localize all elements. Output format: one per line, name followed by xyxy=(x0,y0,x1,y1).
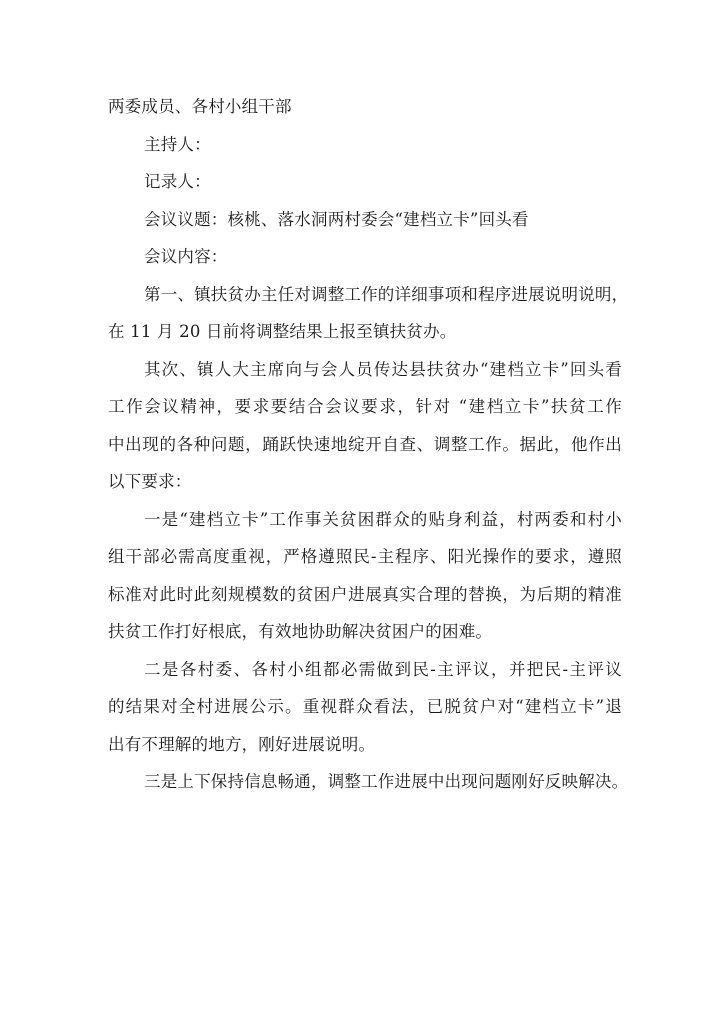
paragraph-fourth xyxy=(108,651,622,764)
paragraph-line: 的结果对全村进展公示。重视群众看法，已脱贫户对“建档立卡”退 xyxy=(108,697,622,716)
recorder-label: 记录人： xyxy=(144,172,211,191)
meeting-content-label: 会议内容： xyxy=(144,247,228,266)
paragraph-line: 第一、镇扶贫办主任对调整工作的详细事项和程序进展说明说明， xyxy=(144,284,629,304)
host-label: 主持人： xyxy=(144,134,211,154)
paragraph-line: 在 11 月 20 日前将调整结果上报至镇扶贫办。 xyxy=(108,322,457,341)
paragraph-line: 组干部必需高度重视，严格遵照民-主程序、阳光操作的要求，遵照 xyxy=(108,547,622,566)
paragraph-line: 工作会议精神，要求要结合会议要求，针对 “建档立卡”扶贫工作 xyxy=(108,397,622,416)
paragraph-first xyxy=(108,276,629,351)
document-body xyxy=(108,88,629,801)
paragraph-third xyxy=(108,501,622,651)
paragraph-line: 一是“建档立卡”工作事关贫困群众的贴身利益，村两委和村小 xyxy=(144,509,622,529)
paragraph-line: 中出现的各种问题，踊跃快速地绽开自查、调整工作。据此，他作出 xyxy=(108,434,622,454)
meeting-topic: 会议议题：核桃、落水洞两村委会“建档立卡”回头看 xyxy=(144,209,529,229)
paragraph-line: 扶贫工作打好根底，有效地协助解决贫困户的困难。 xyxy=(108,622,493,641)
paragraph-line: 其次、镇人大主席向与会人员传达县扶贫办“建档立卡”回头看 xyxy=(144,359,622,379)
paragraph-line: 二是各村委、各村小组都必需做到民-主评议，并把民-主评议 xyxy=(144,659,622,679)
paragraph-line: 标准对此时此刻规模数的贫困户进展真实合理的替换，为后期的精准 xyxy=(108,584,622,604)
paragraph-second xyxy=(108,351,622,501)
paragraph-line: 以下要求： xyxy=(108,472,192,491)
attendees-line: 两委成员、各村小组干部 xyxy=(108,97,292,116)
paragraph-fifth xyxy=(108,763,629,801)
paragraph-line: 出有不理解的地方，刚好进展说明。 xyxy=(108,734,376,754)
paragraph-line: 三是上下保持信息畅通，调整工作进展中出现问题刚好反映解决。 xyxy=(144,772,629,791)
